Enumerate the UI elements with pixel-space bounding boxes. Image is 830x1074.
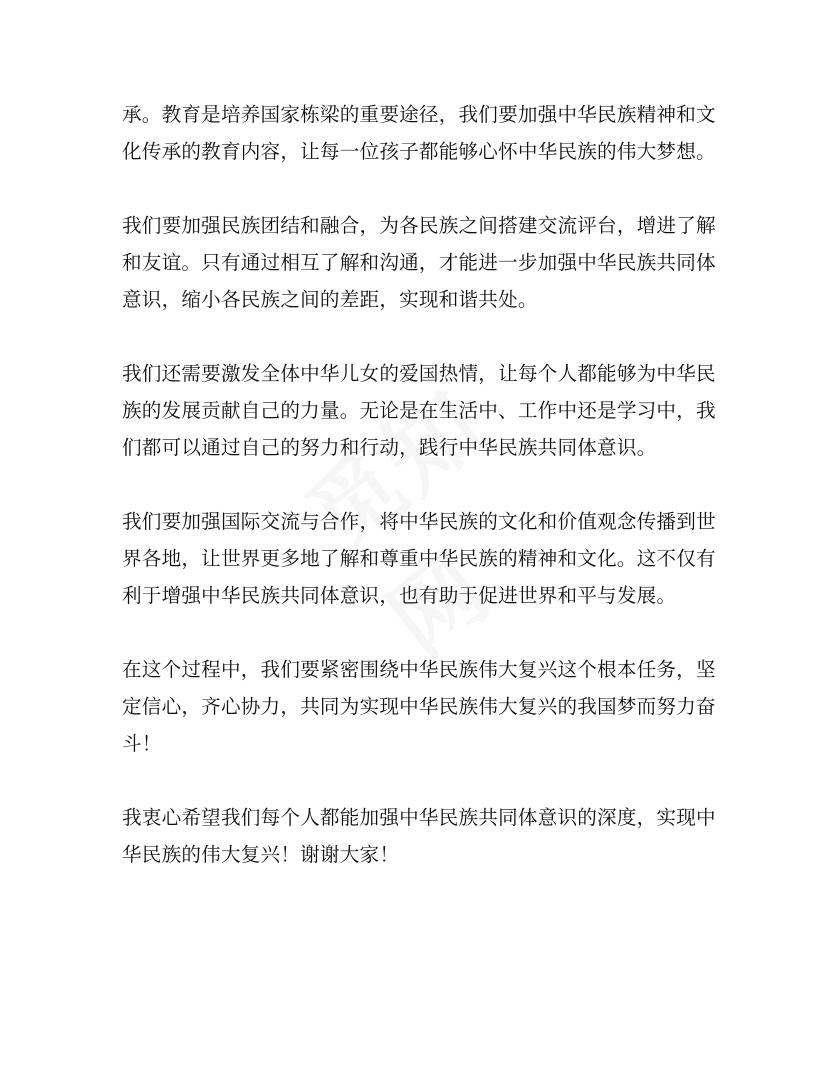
text-line: 在这个过程中，我们要紧密围绕中华民族伟大复兴这个根本任务，坚 [122, 658, 716, 681]
text-line: 意识，缩小各民族之间的差距，实现和谐共处。 [122, 288, 538, 311]
text-line: 们都可以通过自己的努力和行动，践行中华民族共同体意识。 [122, 436, 657, 459]
paragraph-4 [122, 503, 722, 614]
text-line: 界各地，让世界更多地了解和尊重中华民族的精神和文化。这不仅有 [122, 547, 716, 570]
text-line: 斗！ [122, 732, 162, 755]
text-line: 化传承的教育内容，让每一位孩子都能够心怀中华民族的伟大梦想。 [122, 140, 716, 163]
text-line: 族的发展贡献自己的力量。无论是在生活中、工作中还是学习中，我 [122, 399, 716, 422]
text-line: 和友谊。只有通过相互了解和沟通，才能进一步加强中华民族共同体 [122, 251, 716, 274]
text-line: 我们要加强民族团结和融合，为各民族之间搭建交流评台，增进了解 [122, 214, 716, 237]
paragraph-6 [122, 799, 722, 873]
text-line: 利于增强中华民族共同体意识，也有助于促进世界和平与发展。 [122, 584, 677, 607]
paragraph-3 [122, 355, 722, 466]
text-line: 我们还需要激发全体中华儿女的爱国热情，让每个人都能够为中华民 [122, 362, 716, 385]
paragraph-1 [122, 96, 722, 170]
text-line: 定信心，齐心协力，共同为实现中华民族伟大复兴的我国梦而努力奋 [122, 695, 716, 718]
paragraph-5 [122, 651, 722, 762]
document-body [122, 96, 722, 910]
text-line: 我们要加强国际交流与合作，将中华民族的文化和价值观念传播到世 [122, 510, 716, 533]
paragraph-2 [122, 207, 722, 318]
text-line: 华民族的伟大复兴！谢谢大家！ [122, 843, 400, 866]
text-line: 我衷心希望我们每个人都能加强中华民族共同体意识的深度，实现中 [122, 806, 716, 829]
text-line: 承。教育是培养国家栋梁的重要途径，我们要加强中华民族精神和文 [122, 103, 716, 126]
